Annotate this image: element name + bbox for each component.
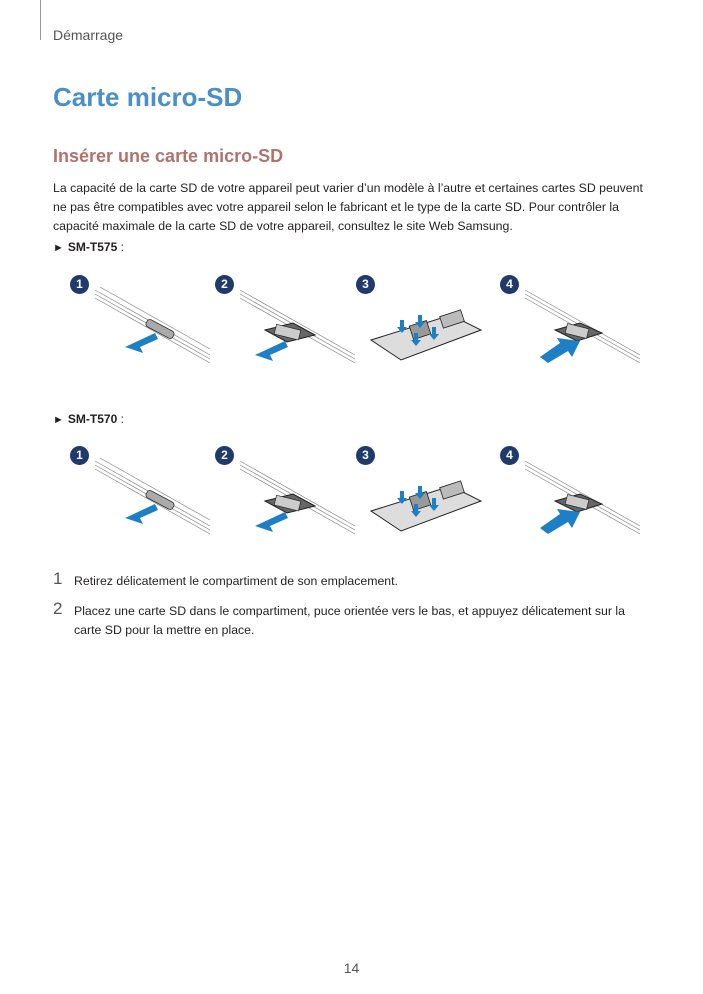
tray-eject-illustration [70, 275, 210, 375]
pull-arrow-icon [125, 333, 158, 353]
tray-eject-illustration [70, 446, 210, 546]
pull-arrow-icon [255, 341, 288, 361]
instruction-number: 1 [53, 569, 63, 588]
step-badge: 3 [356, 275, 375, 294]
page-title: Carte micro-SD [53, 82, 243, 112]
step-2-figure [215, 446, 355, 546]
step-1-figure [70, 275, 210, 375]
section-title: Démarrage [53, 27, 124, 43]
section-subtitle: Insérer une carte micro-SD [53, 146, 284, 166]
pull-arrow-icon [125, 504, 158, 524]
model-name: SM-T570 [67, 412, 118, 426]
pull-arrow-icon [255, 512, 288, 532]
triangle-arrow-icon: ► [53, 242, 64, 254]
header-rule [40, 0, 41, 40]
instruction-number: 2 [53, 599, 63, 618]
instruction-2 [53, 599, 653, 640]
instruction-1 [53, 569, 653, 591]
page-number: 14 [343, 960, 360, 976]
figure-row-sm-t570 [70, 446, 640, 546]
step-3-figure [356, 446, 496, 546]
card-insert-illustration [356, 275, 496, 375]
instruction-text: Placez une carte SD dans le compartiment, puce orientée vers le bas, et appuyez délicatement sur la carte SD pour la mettre en place. [74, 604, 625, 637]
step-badge: 3 [356, 446, 375, 465]
tray-insert-illustration [500, 446, 640, 546]
figure-row-sm-t575 [70, 275, 640, 375]
push-arrow-icon [540, 338, 580, 363]
step-badge: 2 [215, 275, 234, 294]
tray-insert-illustration [500, 275, 640, 375]
step-2-figure [215, 275, 355, 375]
tray-removed-illustration [215, 446, 355, 546]
instruction-text: Retirez délicatement le compartiment de son emplacement. [74, 574, 398, 588]
triangle-arrow-icon: ► [53, 414, 64, 426]
step-badge: 1 [70, 446, 89, 465]
model-label-2 [53, 412, 124, 426]
model-suffix: : [117, 240, 124, 254]
step-3-figure [356, 275, 496, 375]
model-name: SM-T575 [67, 240, 118, 254]
step-badge: 4 [500, 446, 519, 465]
step-1-figure [70, 446, 210, 546]
model-label-1 [53, 240, 124, 254]
step-badge: 1 [70, 275, 89, 294]
step-badge: 4 [500, 275, 519, 294]
step-4-figure [500, 275, 640, 375]
tray-removed-illustration [215, 275, 355, 375]
model-suffix: : [117, 412, 124, 426]
step-4-figure [500, 446, 640, 546]
card-insert-illustration [356, 446, 496, 546]
push-arrow-icon [540, 509, 580, 534]
step-badge: 2 [215, 446, 234, 465]
intro-paragraph: La capacité de la carte SD de votre appareil peut varier d’un modèle à l’autre et certaines cartes SD peuvent ne pas être compatibles avec votre appareil selon le fabricant et le type de la carte SD. Pour contrôler la capacité maximale de la carte SD de votre appareil, consultez le site Web Samsung. [53, 181, 643, 233]
